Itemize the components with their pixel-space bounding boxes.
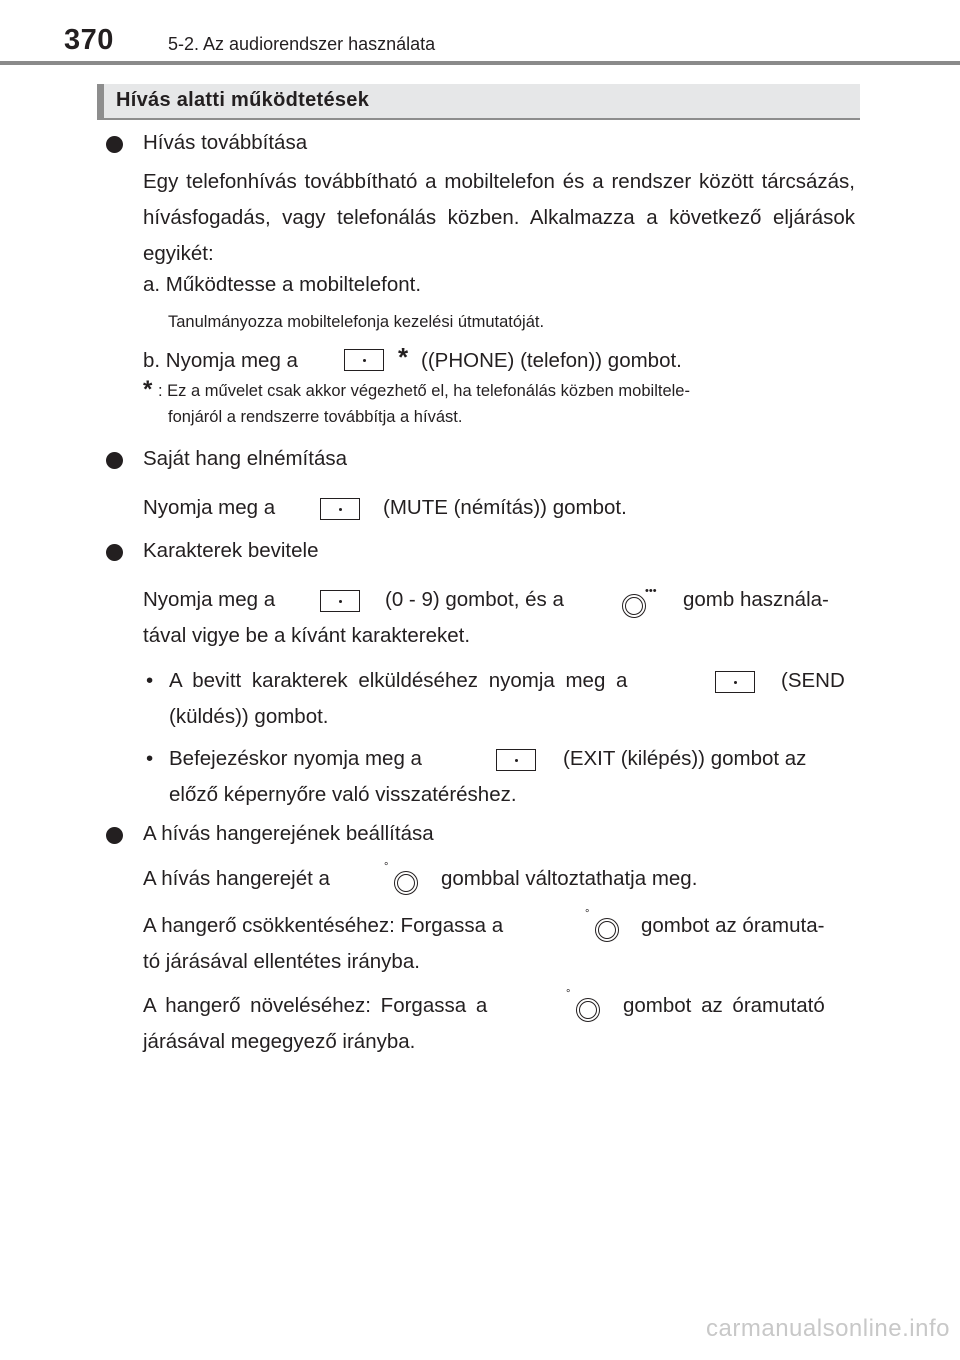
sub-bullet: • [146, 669, 154, 692]
footnote-mark: * [143, 376, 153, 403]
bullet-dot [106, 136, 123, 153]
heading-mute-label: Saját hang elnémítása [143, 447, 347, 470]
chars-send-l2: (küldés)) gombot. [169, 705, 329, 728]
phone-button-icon [344, 349, 384, 371]
exit-button-icon [496, 749, 536, 771]
heading-forward-label: Hívás továbbítása [143, 131, 308, 154]
tune-knob-icon [622, 594, 646, 618]
footnote-star: * [398, 342, 409, 372]
knob-mark-icon: ••• [645, 585, 657, 597]
chars-l2: tával vigye be a kívánt karaktereket. [143, 624, 471, 647]
bullet-dot [106, 827, 123, 844]
chars-l1-mid: (0 - 9) gombot, és a [385, 588, 564, 611]
heading-volume-label: A hívás hangerejének beállítása [143, 822, 434, 845]
power-volume-knob-icon [576, 998, 600, 1022]
section-title-bar [97, 84, 860, 120]
volume-dec-l2: tó járásával ellentétes irányba. [143, 950, 420, 973]
forward-step-a: a. Működtesse a mobiltelefont. [143, 273, 422, 296]
forward-body: Egy telefonhívás továbbítható a mobiltelefon és a rendszer között tárcsázás, hívásfogadás, vagy telefonálás közben. Alkalmazza a következő eljárások egyikét: [143, 170, 855, 265]
section-header: 5-2. Az audiorendszer használata [168, 34, 436, 54]
send-button-icon [715, 671, 755, 693]
sub-bullet: • [146, 747, 154, 770]
chars-send-post: (SEND [781, 669, 845, 692]
volume-inc-pre: A hangerő növeléséhez: Forgassa a [143, 994, 488, 1017]
header-rule [0, 61, 960, 65]
chars-exit-pre: Befejezéskor nyomja meg a [169, 747, 422, 770]
volume-inc-post: gombot az óramutató [623, 994, 825, 1017]
watermark: carmanualsonline.info [706, 1315, 950, 1342]
forward-step-b-pre: b. Nyomja meg a [143, 349, 298, 372]
mute-post: (MUTE (némítás)) gombot. [383, 496, 627, 519]
section-title: Hívás alatti működtetések [116, 89, 370, 111]
bullet-dot [106, 544, 123, 561]
knob-mark-icon: ° [566, 988, 571, 1000]
digit-button-icon [320, 590, 360, 612]
chars-exit-l2: előző képernyőre való visszatéréshez. [169, 783, 517, 806]
forward-step-a-note: Tanulmányozza mobiltelefonja kezelési útmutatóját. [168, 313, 545, 331]
volume-l1-post: gombbal változtathatja meg. [441, 867, 698, 890]
chars-send-pre: A bevitt karakterek elküldéséhez nyomja meg a [169, 669, 628, 692]
chars-l1-post: gomb használa- [683, 588, 829, 611]
volume-dec-post: gombot az óramuta- [641, 914, 825, 937]
footnote-line-1: : Ez a művelet csak akkor végezhető el, ha telefonálás közben mobiltele- [158, 382, 690, 400]
bullet-dot [106, 452, 123, 469]
knob-mark-icon: ° [585, 908, 590, 920]
volume-inc-l2: járásával megegyező irányba. [143, 1030, 416, 1053]
heading-chars-label: Karakterek bevitele [143, 539, 319, 562]
volume-dec-pre: A hangerő csökkentéséhez: Forgassa a [143, 914, 504, 937]
power-volume-knob-icon [595, 918, 619, 942]
forward-step-b-post: ((PHONE) (telefon)) gombot. [421, 349, 682, 372]
mute-button-icon [320, 498, 360, 520]
chars-exit-post: (EXIT (kilépés)) gombot az [563, 747, 807, 770]
page-number: 370 [64, 24, 114, 56]
footnote-line-2: fonjáról a rendszerre továbbítja a hívást. [168, 408, 463, 426]
knob-mark-icon: ° [384, 861, 389, 873]
mute-pre: Nyomja meg a [143, 496, 276, 519]
chars-l1-pre: Nyomja meg a [143, 588, 276, 611]
power-volume-knob-icon [394, 871, 418, 895]
volume-l1-pre: A hívás hangerejét a [143, 867, 330, 890]
